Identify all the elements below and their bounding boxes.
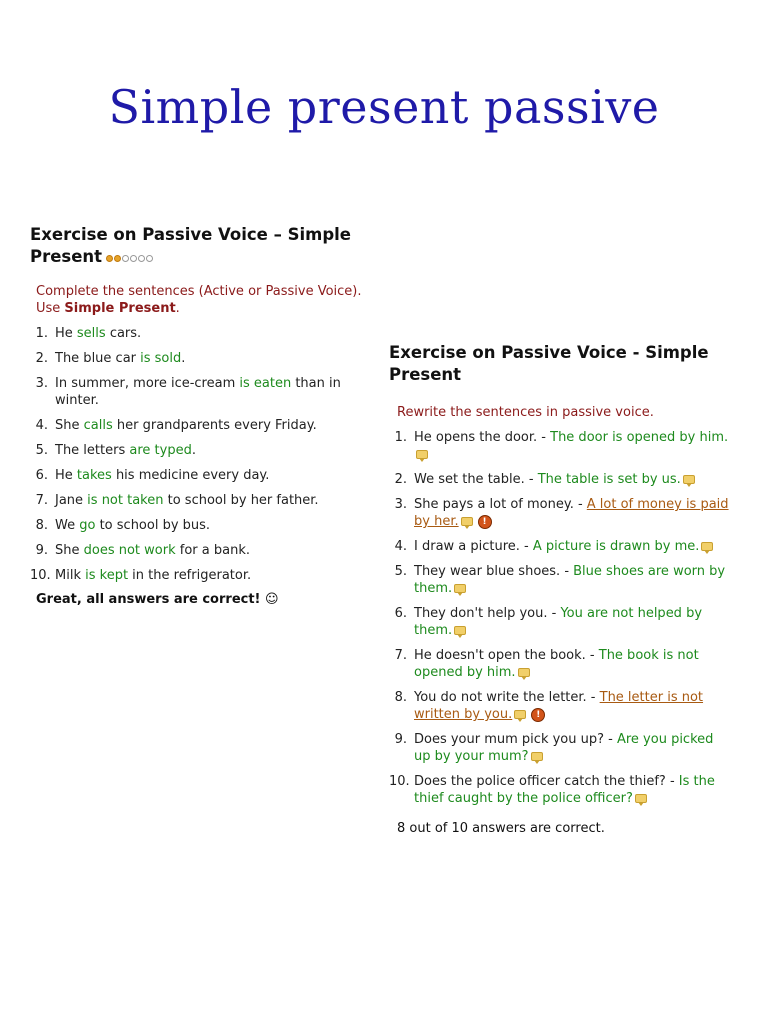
instruction-end: . bbox=[175, 300, 180, 316]
exercise-2-list bbox=[389, 429, 734, 807]
answer-text[interactable]: does not work bbox=[83, 542, 176, 558]
list-item bbox=[389, 563, 734, 597]
list-item bbox=[389, 605, 734, 639]
item-text-end: to school by bus. bbox=[95, 517, 211, 533]
item-number: 1. bbox=[394, 430, 407, 445]
speech-bubble-icon[interactable] bbox=[461, 517, 473, 526]
list-item bbox=[30, 350, 370, 367]
exercise-1-result: Great, all answers are correct! ☺ bbox=[36, 591, 279, 607]
answer-text[interactable]: is not taken bbox=[87, 492, 164, 508]
exercise-1-instruction bbox=[36, 283, 370, 317]
answer-text[interactable]: Blue shoes are worn by them. bbox=[414, 564, 726, 596]
exercise-2-instruction: Rewrite the sentences in passive voice. bbox=[397, 405, 654, 420]
page-title: Simple present passive bbox=[108, 80, 660, 134]
instruction-text: Complete the sentences (Active or Passive Voice). Use bbox=[36, 283, 362, 316]
item-text: Milk bbox=[55, 567, 86, 583]
answer-text[interactable]: The letter is not written by you. bbox=[414, 690, 704, 722]
list-item bbox=[30, 442, 370, 459]
item-number: 3. bbox=[394, 497, 407, 512]
list-item bbox=[389, 429, 734, 463]
item-text-end: his medicine every day. bbox=[111, 467, 270, 483]
list-item bbox=[30, 517, 370, 534]
question-text: They don't help you. - bbox=[414, 606, 561, 621]
question-text: Does your mum pick you up? - bbox=[414, 732, 617, 747]
item-text-end: cars. bbox=[105, 325, 142, 341]
exercise-2-result: 8 out of 10 answers are correct. bbox=[397, 821, 605, 836]
item-text: The blue car bbox=[55, 350, 141, 366]
question-text: I draw a picture. - bbox=[414, 539, 533, 554]
answer-text[interactable]: is eaten bbox=[239, 375, 292, 391]
item-number: 10. bbox=[389, 774, 410, 789]
item-text-end: to school by her father. bbox=[163, 492, 319, 508]
answer-text[interactable]: sells bbox=[76, 325, 106, 341]
item-number: 1. bbox=[35, 325, 48, 341]
exclamation-circle-icon[interactable]: ! bbox=[478, 515, 492, 529]
question-text: We set the table. - bbox=[414, 472, 538, 487]
item-text: He bbox=[55, 325, 77, 341]
list-item bbox=[30, 542, 370, 559]
list-item bbox=[30, 375, 370, 409]
item-text: The letters bbox=[55, 442, 130, 458]
answer-text[interactable]: Is the thief caught by the police officer? bbox=[414, 774, 715, 806]
answer-text[interactable]: is sold bbox=[140, 350, 182, 366]
question-text: They wear blue shoes. - bbox=[414, 564, 574, 579]
answer-text[interactable]: is kept bbox=[85, 567, 129, 583]
item-number: 8. bbox=[394, 690, 407, 705]
list-item bbox=[30, 567, 370, 584]
answer-text[interactable]: Are you picked up by your mum? bbox=[414, 732, 714, 764]
question-text: She pays a lot of money. - bbox=[414, 497, 587, 512]
item-text-end: in the refrigerator. bbox=[128, 567, 252, 583]
exercise-2 bbox=[389, 342, 734, 836]
rating-dot bbox=[114, 255, 121, 262]
exercise-1-title-text: Exercise on Passive Voice – Simple Present bbox=[30, 225, 351, 266]
item-number: 10. bbox=[30, 567, 51, 583]
list-item bbox=[30, 467, 370, 484]
item-number: 9. bbox=[394, 732, 407, 747]
rating-dot bbox=[138, 255, 145, 262]
speech-bubble-icon[interactable] bbox=[454, 584, 466, 593]
speech-bubble-icon[interactable] bbox=[683, 475, 695, 484]
list-item bbox=[389, 538, 734, 555]
item-number: 2. bbox=[35, 350, 48, 366]
exercise-1-list bbox=[30, 325, 370, 584]
rating-dot bbox=[122, 255, 129, 262]
list-item bbox=[389, 689, 734, 723]
rating-dot bbox=[106, 255, 113, 262]
item-text-end: her grandparents every Friday. bbox=[112, 417, 317, 433]
answer-text[interactable]: The door is opened by him. bbox=[550, 430, 729, 445]
item-text-end: for a bank. bbox=[175, 542, 250, 558]
item-number: 5. bbox=[35, 442, 48, 458]
item-number: 4. bbox=[35, 417, 48, 433]
item-number: 2. bbox=[394, 472, 407, 487]
rating-dot bbox=[146, 255, 153, 262]
question-text: Does the police officer catch the thief? - bbox=[414, 774, 679, 789]
instruction-bold: Simple Present bbox=[64, 300, 176, 316]
item-text-end: . bbox=[181, 350, 186, 366]
exercise-2-title: Exercise on Passive Voice - Simple Present bbox=[389, 343, 709, 384]
rating-dots-icon bbox=[106, 247, 154, 269]
question-text: He doesn't open the book. - bbox=[414, 648, 599, 663]
list-item bbox=[389, 731, 734, 765]
speech-bubble-icon[interactable] bbox=[416, 450, 428, 459]
item-number: 5. bbox=[394, 564, 407, 579]
speech-bubble-icon[interactable] bbox=[514, 710, 526, 719]
item-text-end: . bbox=[191, 442, 196, 458]
item-number: 4. bbox=[394, 539, 407, 554]
item-number: 3. bbox=[35, 375, 48, 391]
list-item bbox=[389, 471, 734, 488]
item-number: 7. bbox=[394, 648, 407, 663]
speech-bubble-icon[interactable] bbox=[701, 542, 713, 551]
item-number: 8. bbox=[35, 517, 48, 533]
answer-text[interactable]: takes bbox=[76, 467, 112, 483]
speech-bubble-icon[interactable] bbox=[531, 752, 543, 761]
answer-text[interactable]: go bbox=[79, 517, 96, 533]
speech-bubble-icon[interactable] bbox=[635, 794, 647, 803]
question-text: You do not write the letter. - bbox=[414, 690, 600, 705]
item-number: 7. bbox=[35, 492, 48, 508]
speech-bubble-icon[interactable] bbox=[518, 668, 530, 677]
answer-text[interactable]: You are not helped by them. bbox=[414, 606, 703, 638]
answer-text[interactable]: are typed bbox=[129, 442, 192, 458]
item-number: 9. bbox=[35, 542, 48, 558]
answer-text[interactable]: calls bbox=[83, 417, 113, 433]
item-number: 6. bbox=[394, 606, 407, 621]
answer-text[interactable]: A picture is drawn by me. bbox=[532, 539, 700, 554]
item-text: We bbox=[55, 517, 80, 533]
answer-text[interactable]: The table is set by us. bbox=[537, 472, 681, 487]
question-text: He opens the door. - bbox=[414, 430, 551, 445]
item-text: In summer, more ice-cream bbox=[55, 375, 240, 391]
exclamation-circle-icon[interactable]: ! bbox=[531, 708, 545, 722]
item-text: She bbox=[55, 542, 84, 558]
answer-text[interactable]: The book is not opened by him. bbox=[414, 648, 699, 680]
list-item bbox=[389, 647, 734, 681]
item-text: She bbox=[55, 417, 84, 433]
rating-dot bbox=[130, 255, 137, 262]
list-item bbox=[389, 496, 734, 530]
item-text: Jane bbox=[55, 492, 88, 508]
item-number: 6. bbox=[35, 467, 48, 483]
exercise-1-title bbox=[30, 224, 370, 269]
list-item bbox=[30, 417, 370, 434]
list-item bbox=[30, 325, 370, 342]
item-text-end: than in winter. bbox=[55, 375, 341, 408]
speech-bubble-icon[interactable] bbox=[454, 626, 466, 635]
item-text: He bbox=[55, 467, 77, 483]
list-item bbox=[389, 773, 734, 807]
exercise-1 bbox=[30, 224, 370, 607]
answer-text[interactable]: A lot of money is paid by her. bbox=[414, 497, 729, 529]
list-item bbox=[30, 492, 370, 509]
